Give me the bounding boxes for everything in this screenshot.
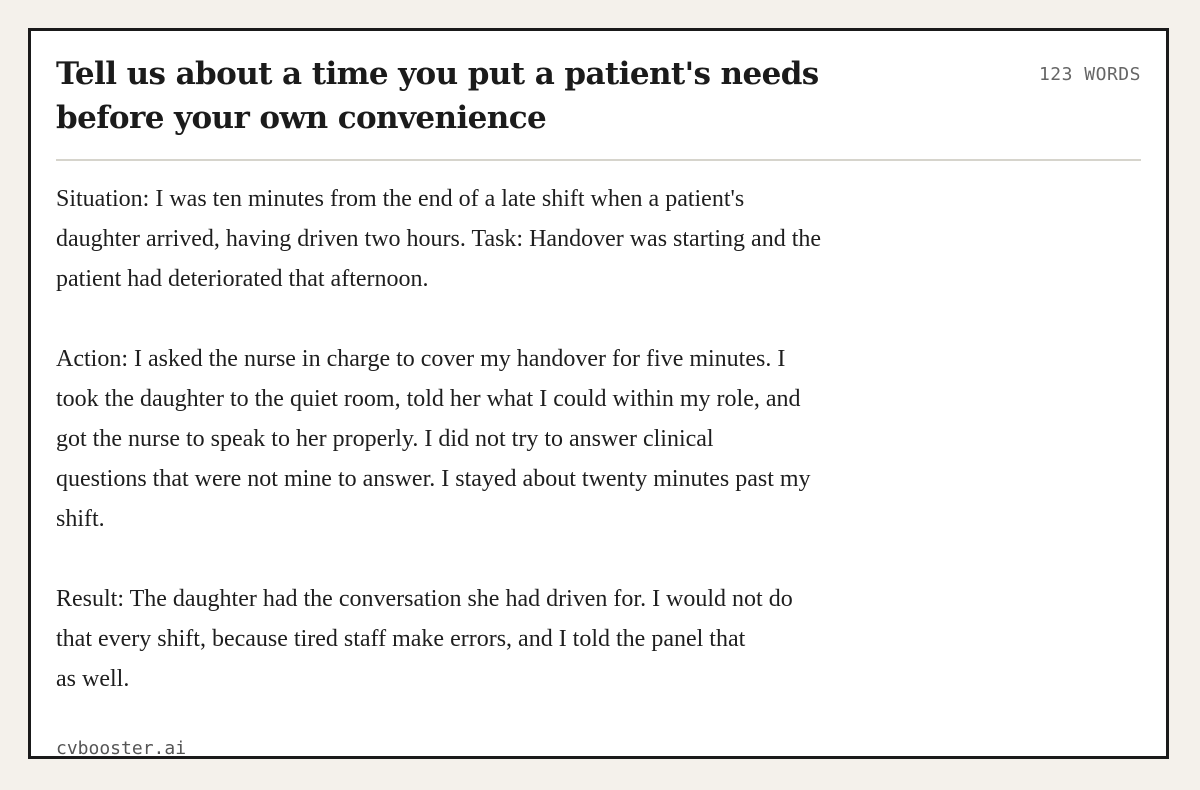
- answer-line: Situation: I was ten minutes from the end of a late shift when a patient's: [56, 186, 745, 212]
- brand-footer: cvbooster.ai: [56, 738, 187, 759]
- answer-line: shift.: [56, 506, 105, 532]
- word-count-label: 123 WORDS: [1038, 64, 1141, 85]
- question-heading: [56, 52, 886, 140]
- question-line: before your own convenience: [56, 100, 547, 136]
- answer-line: that every shift, because tired staff make errors, and I told the panel that: [56, 626, 746, 652]
- answer-paragraph-situation: [56, 179, 1031, 299]
- divider: [56, 159, 1141, 161]
- answer-paragraph-action: [56, 339, 1031, 539]
- answer-line: patient had deteriorated that afternoon.: [56, 266, 429, 292]
- answer-body: [56, 179, 1031, 739]
- answer-line: got the nurse to speak to her properly. I did not try to answer clinical: [56, 426, 714, 452]
- answer-line: Result: The daughter had the conversation she had driven for. I would not do: [56, 586, 793, 612]
- answer-line: questions that were not mine to answer. I stayed about twenty minutes past my: [56, 466, 811, 492]
- question-line: Tell us about a time you put a patient's needs: [56, 56, 819, 92]
- answer-line: Action: I asked the nurse in charge to cover my handover for five minutes. I: [56, 346, 786, 372]
- answer-line: daughter arrived, having driven two hours. Task: Handover was starting and the: [56, 226, 822, 252]
- answer-paragraph-result: [56, 579, 1031, 699]
- answer-card: [28, 28, 1169, 759]
- answer-line: took the daughter to the quiet room, told her what I could within my role, and: [56, 386, 801, 412]
- answer-line: as well.: [56, 666, 130, 692]
